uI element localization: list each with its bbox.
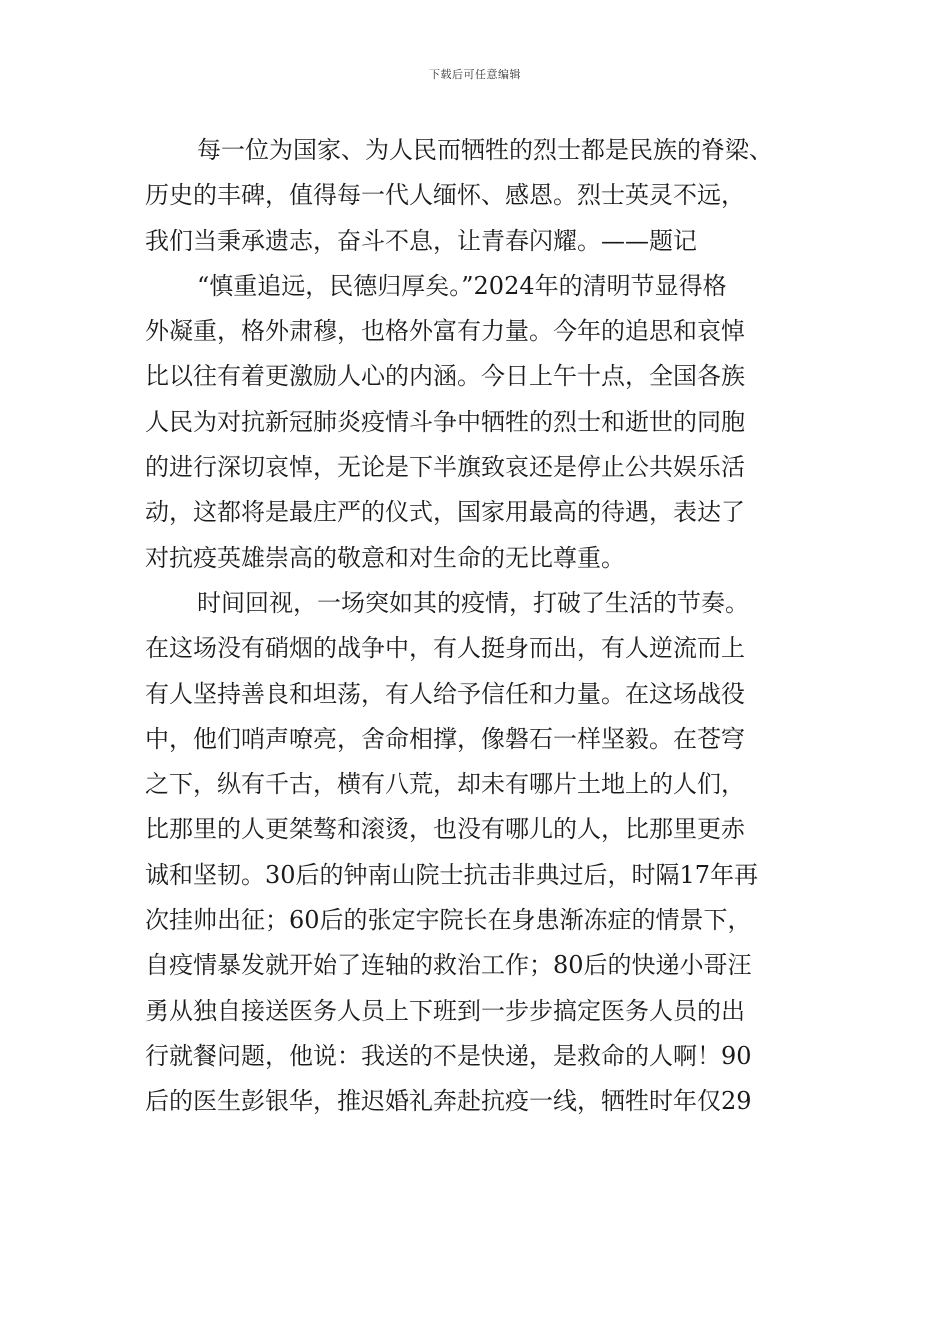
text-line: 比以往有着更激励人心的内涵。今日上午十点，全国各族 bbox=[145, 362, 745, 391]
text-line: 动，这都将是最庄严的仪式，国家用最高的待遇，表达了 bbox=[145, 498, 745, 527]
text-line: 勇从独自接送医务人员上下班到一步步搞定医务人员的出 bbox=[145, 996, 745, 1025]
text-line: 诚和坚韧。30后的钟南山院士抗击非典过后，时隔17年再 bbox=[145, 860, 759, 889]
text-line: 中，他们哨声嘹亮，舍命相撑，像磐石一样坚毅。在苍穹 bbox=[145, 724, 745, 753]
text-line: 后的医生彭银华，推迟婚礼奔赴抗疫一线，牺牲时年仅29 bbox=[145, 1087, 752, 1116]
article-body bbox=[145, 128, 810, 1125]
text-line: 时间回视，一场突如其的疫情，打破了生活的节奏。 bbox=[197, 588, 749, 617]
text-line: 人民为对抗新冠肺炎疫情斗争中牺牲的烈士和逝世的同胞 bbox=[145, 407, 745, 436]
header-note: 下载后可任意编辑 bbox=[429, 68, 521, 81]
text-line: 对抗疫英雄崇高的敬意和对生命的无比尊重。 bbox=[145, 543, 625, 572]
text-line: 比那里的人更桀骜和滚烫，也没有哪儿的人，比那里更赤 bbox=[145, 815, 745, 844]
text-line: 外凝重，格外肃穆，也格外富有力量。今年的追思和哀悼 bbox=[145, 317, 745, 346]
text-line: 自疫情暴发就开始了连轴的救治工作；80后的快递小哥汪 bbox=[145, 951, 752, 980]
text-line: 历史的丰碑，值得每一代人缅怀、感恩。烈士英灵不远， bbox=[145, 181, 745, 210]
text-line: 的进行深切哀悼，无论是下半旗致哀还是停止公共娱乐活 bbox=[145, 453, 745, 482]
text-line: 有人坚持善良和坦荡，有人给予信任和力量。在这场战役 bbox=[145, 679, 745, 708]
text-line: 在这场没有硝烟的战争中，有人挺身而出，有人逆流而上 bbox=[145, 634, 745, 663]
text-line: 每一位为国家、为人民而牺牲的烈士都是民族的脊梁、 bbox=[197, 136, 773, 164]
text-line: 之下，纵有千古，横有八荒，却未有哪片土地上的人们， bbox=[145, 770, 745, 799]
text-line: “慎重追远，民德归厚矣。”2024年的清明节显得格 bbox=[197, 271, 727, 300]
text-line: 我们当秉承遗志，奋斗不息，让青春闪耀。——题记 bbox=[145, 226, 697, 255]
text-line: 次挂帅出征；60后的张定宇院长在身患渐冻症的情景下， bbox=[145, 906, 752, 935]
text-line: 行就餐问题，他说：我送的不是快递，是救命的人啊！90 bbox=[145, 1041, 752, 1070]
